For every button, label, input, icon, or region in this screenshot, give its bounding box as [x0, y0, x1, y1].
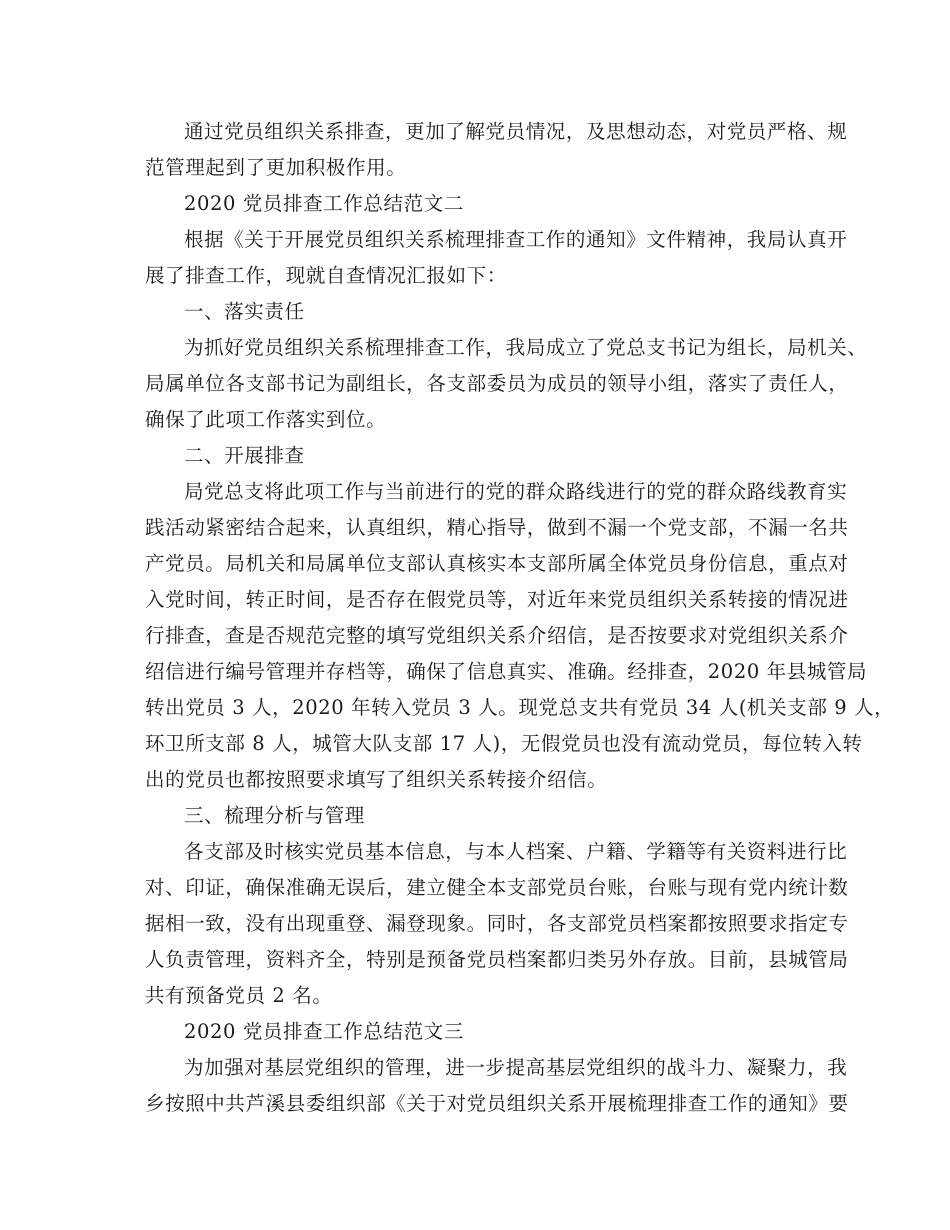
paragraph-line: 通过党员组织关系排查，更加了解党员情况，及思想动态，对党员严格、规 — [184, 120, 848, 143]
paragraph-line: 展了排查工作，现就自查情况汇报如下： — [145, 264, 507, 287]
paragraph-line: 对、印证，确保准确无误后，建立健全本支部党员台账，台账与现有党内统计数 — [145, 876, 849, 899]
paragraph-line: 环卫所支部 8 人，城管大队支部 17 人)，无假党员也没有流动党员，每位转入转 — [145, 732, 863, 755]
paragraph-line: 范管理起到了更加积极作用。 — [145, 156, 407, 179]
section-heading: 一、落实责任 — [184, 300, 305, 323]
section-heading: 二、开展排查 — [184, 444, 305, 467]
body-paragraph — [145, 1050, 849, 1122]
paragraph-line: 乡按照中共芦溪县委组织部《关于对党员组织关系开展梳理排查工作的通知》要 — [145, 1092, 849, 1115]
paragraph-line: 为加强对基层党组织的管理，进一步提高基层党组织的战斗力、凝聚力，我 — [184, 1056, 848, 1079]
paragraph-line: 行排查，查是否规范完整的填写党组织关系介绍信，是否按要求对党组织关系介 — [145, 624, 849, 647]
document-body — [145, 114, 895, 1122]
paragraph-line: 转出党员 3 人，2020 年转入党员 3 人。现党总支共有党员 34 人(机关支部 9 人， — [145, 696, 895, 719]
paragraph-line: 确保了此项工作落实到位。 — [145, 408, 387, 431]
paragraph-line: 局属单位各支部书记为副组长，各支部委员为成员的领导小组，落实了责任人， — [145, 372, 849, 395]
body-paragraph — [145, 222, 848, 294]
paragraph-line: 根据《关于开展党员组织关系梳理排查工作的通知》文件精神，我局认真开 — [184, 228, 848, 251]
paragraph-line: 为抓好党员组织关系梳理排查工作，我局成立了党总支书记为组长，局机关、 — [184, 336, 868, 359]
paragraph-line: 践活动紧密结合起来，认真组织，精心指导，做到不漏一个党支部，不漏一名共 — [145, 516, 849, 539]
paragraph-line: 出的党员也都按照要求填写了组织关系转接介绍信。 — [145, 768, 608, 791]
section-heading: 2020 党员排查工作总结范文三 — [184, 1020, 464, 1043]
body-paragraph — [145, 834, 849, 1014]
section-heading: 2020 党员排查工作总结范文二 — [184, 192, 464, 215]
body-paragraph — [145, 330, 868, 438]
body-paragraph — [145, 114, 848, 186]
paragraph-line: 共有预备党员 2 名。 — [145, 984, 333, 1007]
paragraph-line: 人负责管理，资料齐全，特别是预备党员档案都归类另外存放。目前，县城管局 — [145, 948, 849, 971]
paragraph-line: 据相一致，没有出现重登、漏登现象。同时，各支部党员档案都按照要求指定专 — [145, 912, 849, 935]
paragraph-line: 产党员。局机关和局属单位支部认真核实本支部所属全体党员身份信息，重点对 — [145, 552, 849, 575]
paragraph-line: 各支部及时核实党员基本信息，与本人档案、户籍、学籍等有关资料进行比 — [184, 840, 848, 863]
body-paragraph — [145, 474, 895, 798]
paragraph-line: 局党总支将此项工作与当前进行的党的群众路线进行的党的群众路线教育实 — [184, 480, 848, 503]
paragraph-line: 入党时间，转正时间，是否存在假党员等，对近年来党员组织关系转接的情况进 — [145, 588, 849, 611]
paragraph-line: 绍信进行编号管理并存档等，确保了信息真实、准确。经排查，2020 年县城管局 — [145, 660, 868, 683]
section-heading: 三、梳理分析与管理 — [184, 804, 365, 827]
